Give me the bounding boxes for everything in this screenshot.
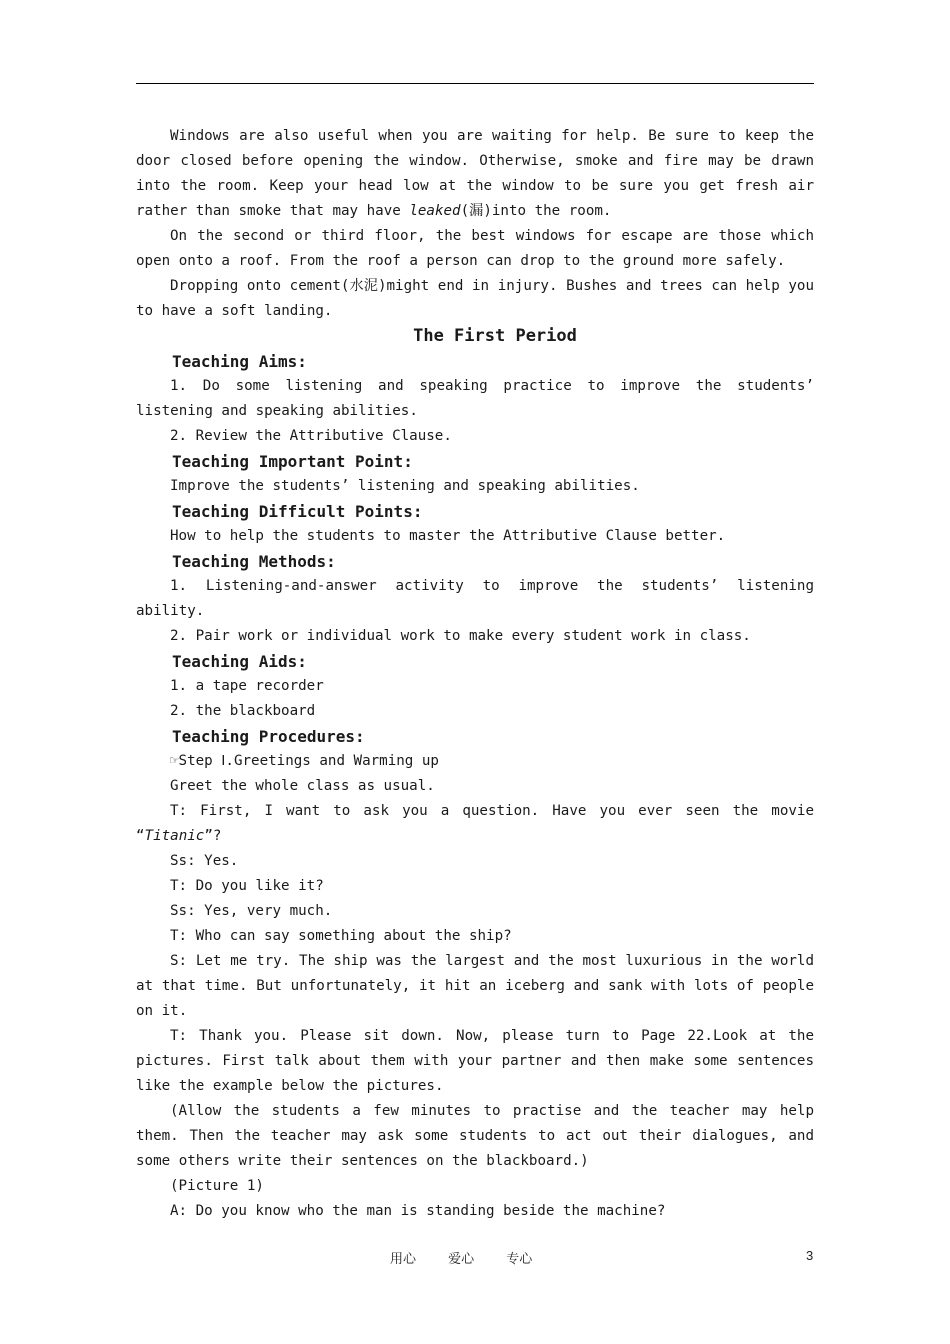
dialogue-t3: T: Who can say something about the ship? [170,928,512,944]
methods-item-1: 1. Listening-and-answer activity to improve the students’ listening ability. [136,578,814,619]
section-title: The First Period [413,326,577,346]
paragraph-second-floor: On the second or third floor, the best windows for escape are those which open onto a roof. From the roof a person can drop to the ground more safely. [136,228,814,269]
teacher-note: (Allow the students a few minutes to practise and the teacher may help them. Then the teacher may ask some students to act out their dialogues, and some others write their sentences on the blackboard.) [136,1103,814,1169]
dialogue-a1: A: Do you know who the man is standing beside the machine? [170,1203,666,1219]
important-heading: Teaching Important Point: [172,452,413,471]
dialogue-t4: T: Thank you. Please sit down. Now, please turn to Page 22.Look at the pictures. First talk about them with your partner and then make some sentences like the example below the pictures. [136,1028,814,1094]
difficult-text: How to help the students to master the Attributive Clause better. [170,528,726,544]
greet-line: Greet the whole class as usual. [170,778,435,794]
dialogue-t2: T: Do you like it? [170,878,324,894]
footer-slogan: 用心 爱心 专心 [390,1252,533,1267]
page-body [136,124,814,1224]
paragraph-windows: Windows are also useful when you are waiting for help. Be sure to keep the door closed before opening the window. Otherwise, smoke and fire may be drawn into the room. Keep your head low at the window to be sure you get fresh air rather than smoke that may have leaked(漏)into the room. [136,128,814,219]
picture-1-label: (Picture 1) [170,1178,264,1194]
difficult-heading: Teaching Difficult Points: [172,502,423,521]
methods-heading: Teaching Methods: [172,552,336,571]
aids-item-2: 2. the blackboard [170,703,316,719]
aids-item-1: 1. a tape recorder [170,678,324,694]
step-one: ☞Step Ⅰ.Greetings and Warming up [170,753,439,769]
aims-item-1: 1. Do some listening and speaking practice to improve the students’ listening and speaking abilities. [136,378,814,419]
paragraph-cement: Dropping onto cement(水泥)might end in injury. Bushes and trees can help you to have a soft landing. [136,278,814,319]
important-text: Improve the students’ listening and speaking abilities. [170,478,640,494]
dialogue-s1: S: Let me try. The ship was the largest and the most luxurious in the world at that time. But unfortunately, it hit an iceberg and sank with lots of people on it. [136,953,814,1019]
aims-heading: Teaching Aims: [172,352,307,371]
procedures-heading: Teaching Procedures: [172,727,365,746]
dialogue-ss1: Ss: Yes. [170,853,239,869]
page-number: 3 [806,1248,814,1263]
methods-item-2: 2. Pair work or individual work to make every student work in class. [170,628,751,644]
aids-heading: Teaching Aids: [172,652,307,671]
aims-item-2: 2. Review the Attributive Clause. [170,428,452,444]
dialogue-ss2: Ss: Yes, very much. [170,903,333,919]
header-rule [136,83,814,84]
dialogue-t1: T: First, I want to ask you a question. Have you ever seen the movie “Titanic”? [136,803,814,844]
